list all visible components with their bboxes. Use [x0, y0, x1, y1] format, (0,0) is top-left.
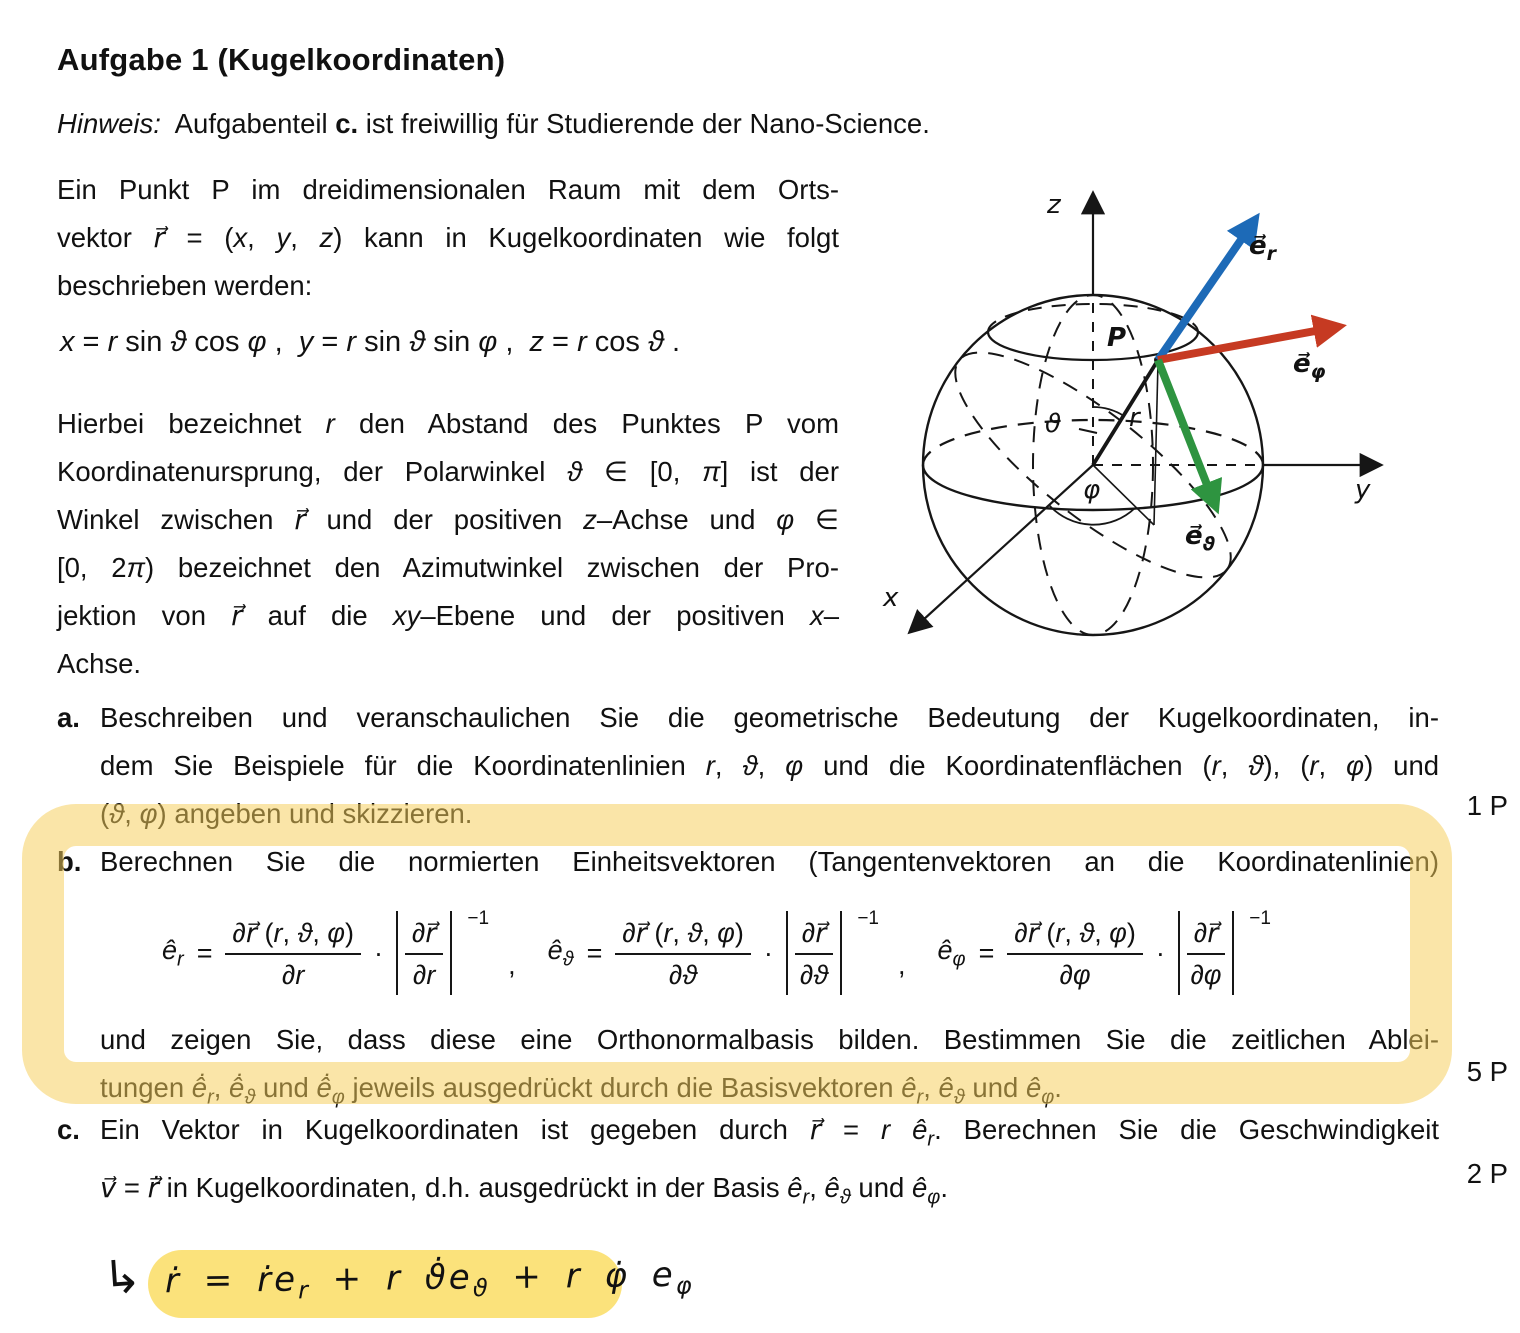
cdot: · [763, 937, 773, 968]
exponent: −1 [467, 908, 490, 929]
fraction [615, 915, 750, 992]
part-b-line: tungen $ê̇_r$, $ê̇_ϑ$ und $ê̇_\varphi$ jeweils ausgedrückt durch die Basisvektoren $ê_r$, $ê_ϑ$ und $ê_\varphi$. [100, 1072, 1062, 1109]
fraction-denominator: ∂r [282, 960, 305, 990]
radius-label: r [1129, 403, 1140, 433]
fraction-numerator: ∂r⃗ (r, ϑ, φ) [225, 915, 360, 955]
hint-line: Hinweis: Aufgabenteil c. ist freiwillig für Studierende der Nano-Science. [57, 108, 930, 139]
etheta-vector-label: $e⃗_ϑ$ [1185, 521, 1216, 556]
y-axis-label: y [1355, 475, 1371, 505]
paragraph-line: Winkel zwischen r⃗ und der positiven z–Achse und φ ∈ [57, 504, 839, 535]
fraction-denominator: ∂ϑ [669, 960, 698, 990]
paragraph-line: jektion von r⃗ auf die xy–Ebene und der positiven x– [57, 600, 839, 631]
part-a-line: dem Sie Beispiele für die Koordinatenlinien r, ϑ, φ und die Koordinatenflächen (r, ϑ), (r, φ) und [100, 750, 1440, 781]
points-badge-a: 1 P [1466, 790, 1508, 821]
z-axis-label: z [1047, 190, 1061, 220]
part-a-line: Beschreiben und veranschaulichen Sie die geometrische Bedeutung der Kugelkoordinaten, in- [100, 702, 1439, 733]
er-vector-label: $e⃗_r$ [1249, 231, 1277, 266]
paragraph-line: [0, 2π) bezeichnet den Azimutwinkel zwischen der Pro- [57, 552, 839, 583]
unit-vector-formulas [100, 888, 1482, 1018]
fraction-numerator: ∂r⃗ (r, ϑ, φ) [1007, 915, 1142, 955]
abs-numerator: ∂r⃗ [795, 915, 833, 955]
coordinate-transform-formula: x = r sin ϑ cos φ , y = r sin ϑ sin φ , z = r cos ϑ . [60, 326, 681, 358]
part-a-line: (ϑ, φ) angeben und skizzieren. [100, 798, 473, 829]
part-b-label: b. [57, 846, 82, 877]
formula-lhs: $ê_ϑ$ [547, 934, 574, 971]
paragraph-line: Hierbei bezeichnet r den Abstand des Punktes P vom [57, 408, 840, 439]
theta-label-tick [1079, 429, 1097, 433]
cdot: · [373, 937, 383, 968]
equals-sign: = [978, 937, 995, 968]
absolute-value [786, 911, 842, 996]
intro-paragraph [57, 166, 839, 310]
spherical-coordinates-figure [855, 165, 1425, 665]
formula-ephi [937, 908, 1271, 996]
formula-lhs: $ê_r$ [162, 934, 184, 971]
exponent: −1 [1249, 908, 1271, 929]
x-axis-label: x [883, 583, 899, 613]
cdot: · [1155, 937, 1165, 968]
sphere-diagram [855, 165, 1425, 665]
page-title: Aufgabe 1 (Kugelkoordinaten) [57, 42, 506, 77]
abs-numerator: ∂r⃗ [1187, 915, 1225, 955]
absolute-value [1178, 911, 1234, 996]
description-paragraph [57, 400, 839, 688]
point-P-label: P [1107, 323, 1127, 353]
x-axis [911, 465, 1093, 631]
part-c-label: c. [57, 1114, 80, 1145]
phi-angle-arc [1049, 505, 1135, 525]
formula-er [162, 908, 522, 996]
formula-lhs: $ê_\varphi$ [937, 934, 966, 971]
paragraph-line: Ein Punkt P im dreidimensionalen Raum mit dem Orts- [57, 174, 839, 205]
paragraph-line: Koordinatenursprung, der Polarwinkel ϑ ∈ [0, π] ist der [57, 456, 839, 487]
points-badge-b: 5 P [1466, 1056, 1508, 1087]
exponent: −1 [857, 908, 879, 929]
comma: , [898, 949, 906, 980]
abs-numerator: ∂r⃗ [405, 915, 443, 955]
ephi-vector-label: $e⃗_\varphi$ [1293, 349, 1326, 384]
equals-sign: = [586, 937, 603, 968]
abs-denominator: ∂ϑ [800, 960, 829, 990]
part-b-line: und zeigen Sie, dass diese eine Orthonormalbasis bilden. Bestimmen Sie die zeitlichen Ablei- [100, 1024, 1439, 1055]
projection-vertical-line [1154, 362, 1158, 525]
part-c-line: v⃗ = r⃗̇ in Kugelkoordinaten, d.h. ausgedrückt in der Basis $ê_r$, $ê_ϑ$ und $ê_\varphi$. [100, 1171, 948, 1208]
abs-denominator: ∂r [413, 960, 436, 990]
paragraph-line: vektor r⃗ = (x, y, z) kann in Kugelkoordinaten wie folgt [57, 222, 839, 253]
fraction-numerator: ∂r⃗ (r, ϑ, φ) [615, 915, 750, 955]
comma: , [508, 949, 516, 980]
theta-angle-label: ϑ [1045, 409, 1062, 439]
fraction [1007, 915, 1142, 992]
equals-sign: = [196, 937, 213, 968]
phi-angle-label: φ [1083, 475, 1101, 505]
absolute-value [396, 911, 452, 996]
points-badge-c: 2 P [1466, 1158, 1508, 1189]
abs-denominator: ∂φ [1190, 960, 1222, 990]
task-part-c [57, 1106, 1439, 1221]
handwritten-formula: ṙ = ṙe$_r$ + r $ϑ̇e_ϑ + r$ φ̇ $e_\varphi$ [164, 1254, 695, 1305]
handwriting-arrow: ↳ [101, 1248, 144, 1306]
part-a-label: a. [57, 702, 80, 733]
part-b-line: Berechnen Sie die normierten Einheitsvektoren (Tangentenvektoren an die Koordinatenlinien) [100, 846, 1439, 877]
theta-angle-arc [1093, 407, 1124, 416]
formula-etheta [547, 908, 912, 996]
fraction [225, 915, 360, 992]
paragraph-line: Achse. [57, 648, 142, 679]
part-c-line: Ein Vektor in Kugelkoordinaten ist gegeben durch r⃗ = r $ê_r$. Berechnen Sie die Geschwindigkeit [100, 1114, 1440, 1151]
task-part-a [57, 694, 1439, 838]
radius-line [1093, 360, 1158, 465]
fraction-denominator: ∂φ [1059, 960, 1091, 990]
paragraph-line: beschrieben werden: [57, 270, 313, 301]
task-part-b [57, 838, 1439, 886]
